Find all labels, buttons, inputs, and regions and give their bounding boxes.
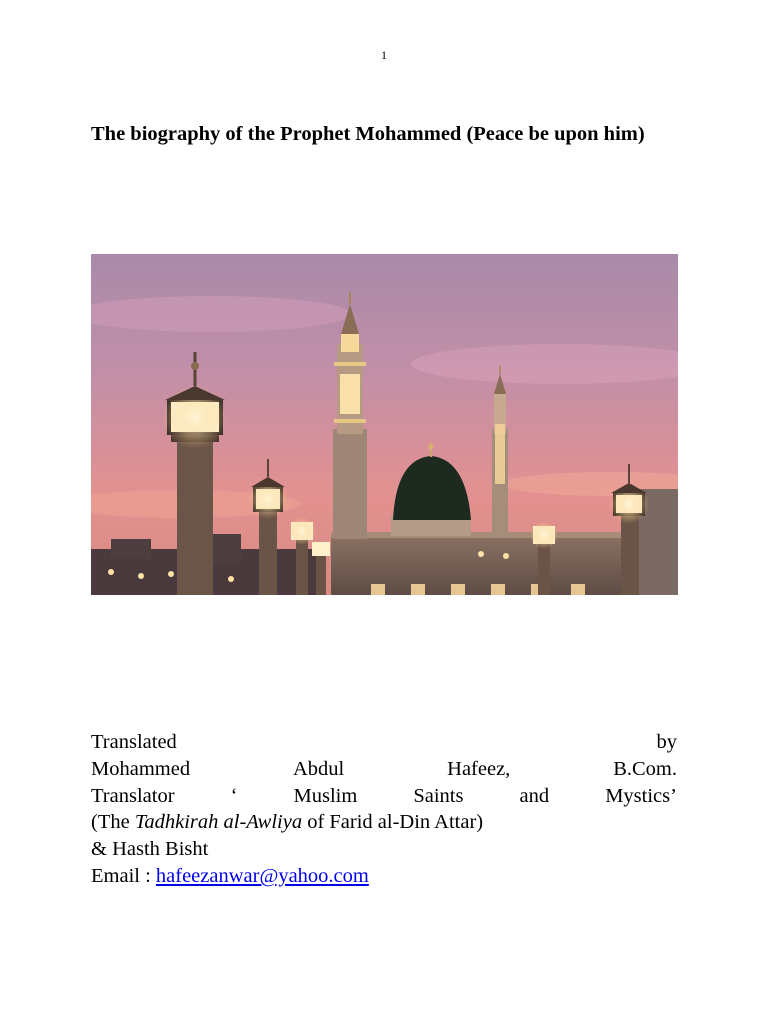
credit-word: Translated bbox=[91, 731, 177, 753]
credits-line-translated bbox=[91, 729, 677, 756]
credit-word: by bbox=[656, 731, 677, 753]
credit-word: and bbox=[519, 784, 550, 807]
credit-word: ‘ bbox=[230, 784, 238, 807]
mosque-photo bbox=[91, 254, 678, 595]
credits-line-coauthor: & Hasth Bisht bbox=[91, 838, 209, 861]
credit-word: Mystics’ bbox=[605, 784, 677, 807]
source-suffix: of Farid al-Din Attar) bbox=[302, 811, 484, 834]
source-title: Tadhkirah al-Awliya bbox=[134, 811, 303, 834]
credits-line-email bbox=[91, 863, 677, 890]
credit-word: Mohammed bbox=[91, 757, 191, 780]
credits-line-translator-role bbox=[91, 783, 677, 810]
document-title: The biography of the Prophet Mohammed (Peace be upon him) bbox=[91, 123, 645, 145]
credit-word: B.Com. bbox=[613, 757, 677, 780]
credit-word: Muslim bbox=[293, 784, 358, 807]
email-link[interactable]: hafeezanwar@yahoo.com bbox=[155, 864, 369, 887]
credits-block bbox=[91, 729, 677, 890]
credit-word: Hafeez, bbox=[447, 757, 511, 780]
page-number: 1 bbox=[381, 48, 387, 62]
credit-word: Abdul bbox=[292, 757, 345, 780]
credit-word: Translator bbox=[91, 784, 175, 807]
source-prefix: (The bbox=[91, 811, 135, 834]
email-label: Email : bbox=[91, 864, 156, 887]
credits-line-translator-name bbox=[91, 756, 677, 783]
credit-word: Saints bbox=[413, 784, 464, 807]
credits-line-source bbox=[91, 809, 677, 836]
